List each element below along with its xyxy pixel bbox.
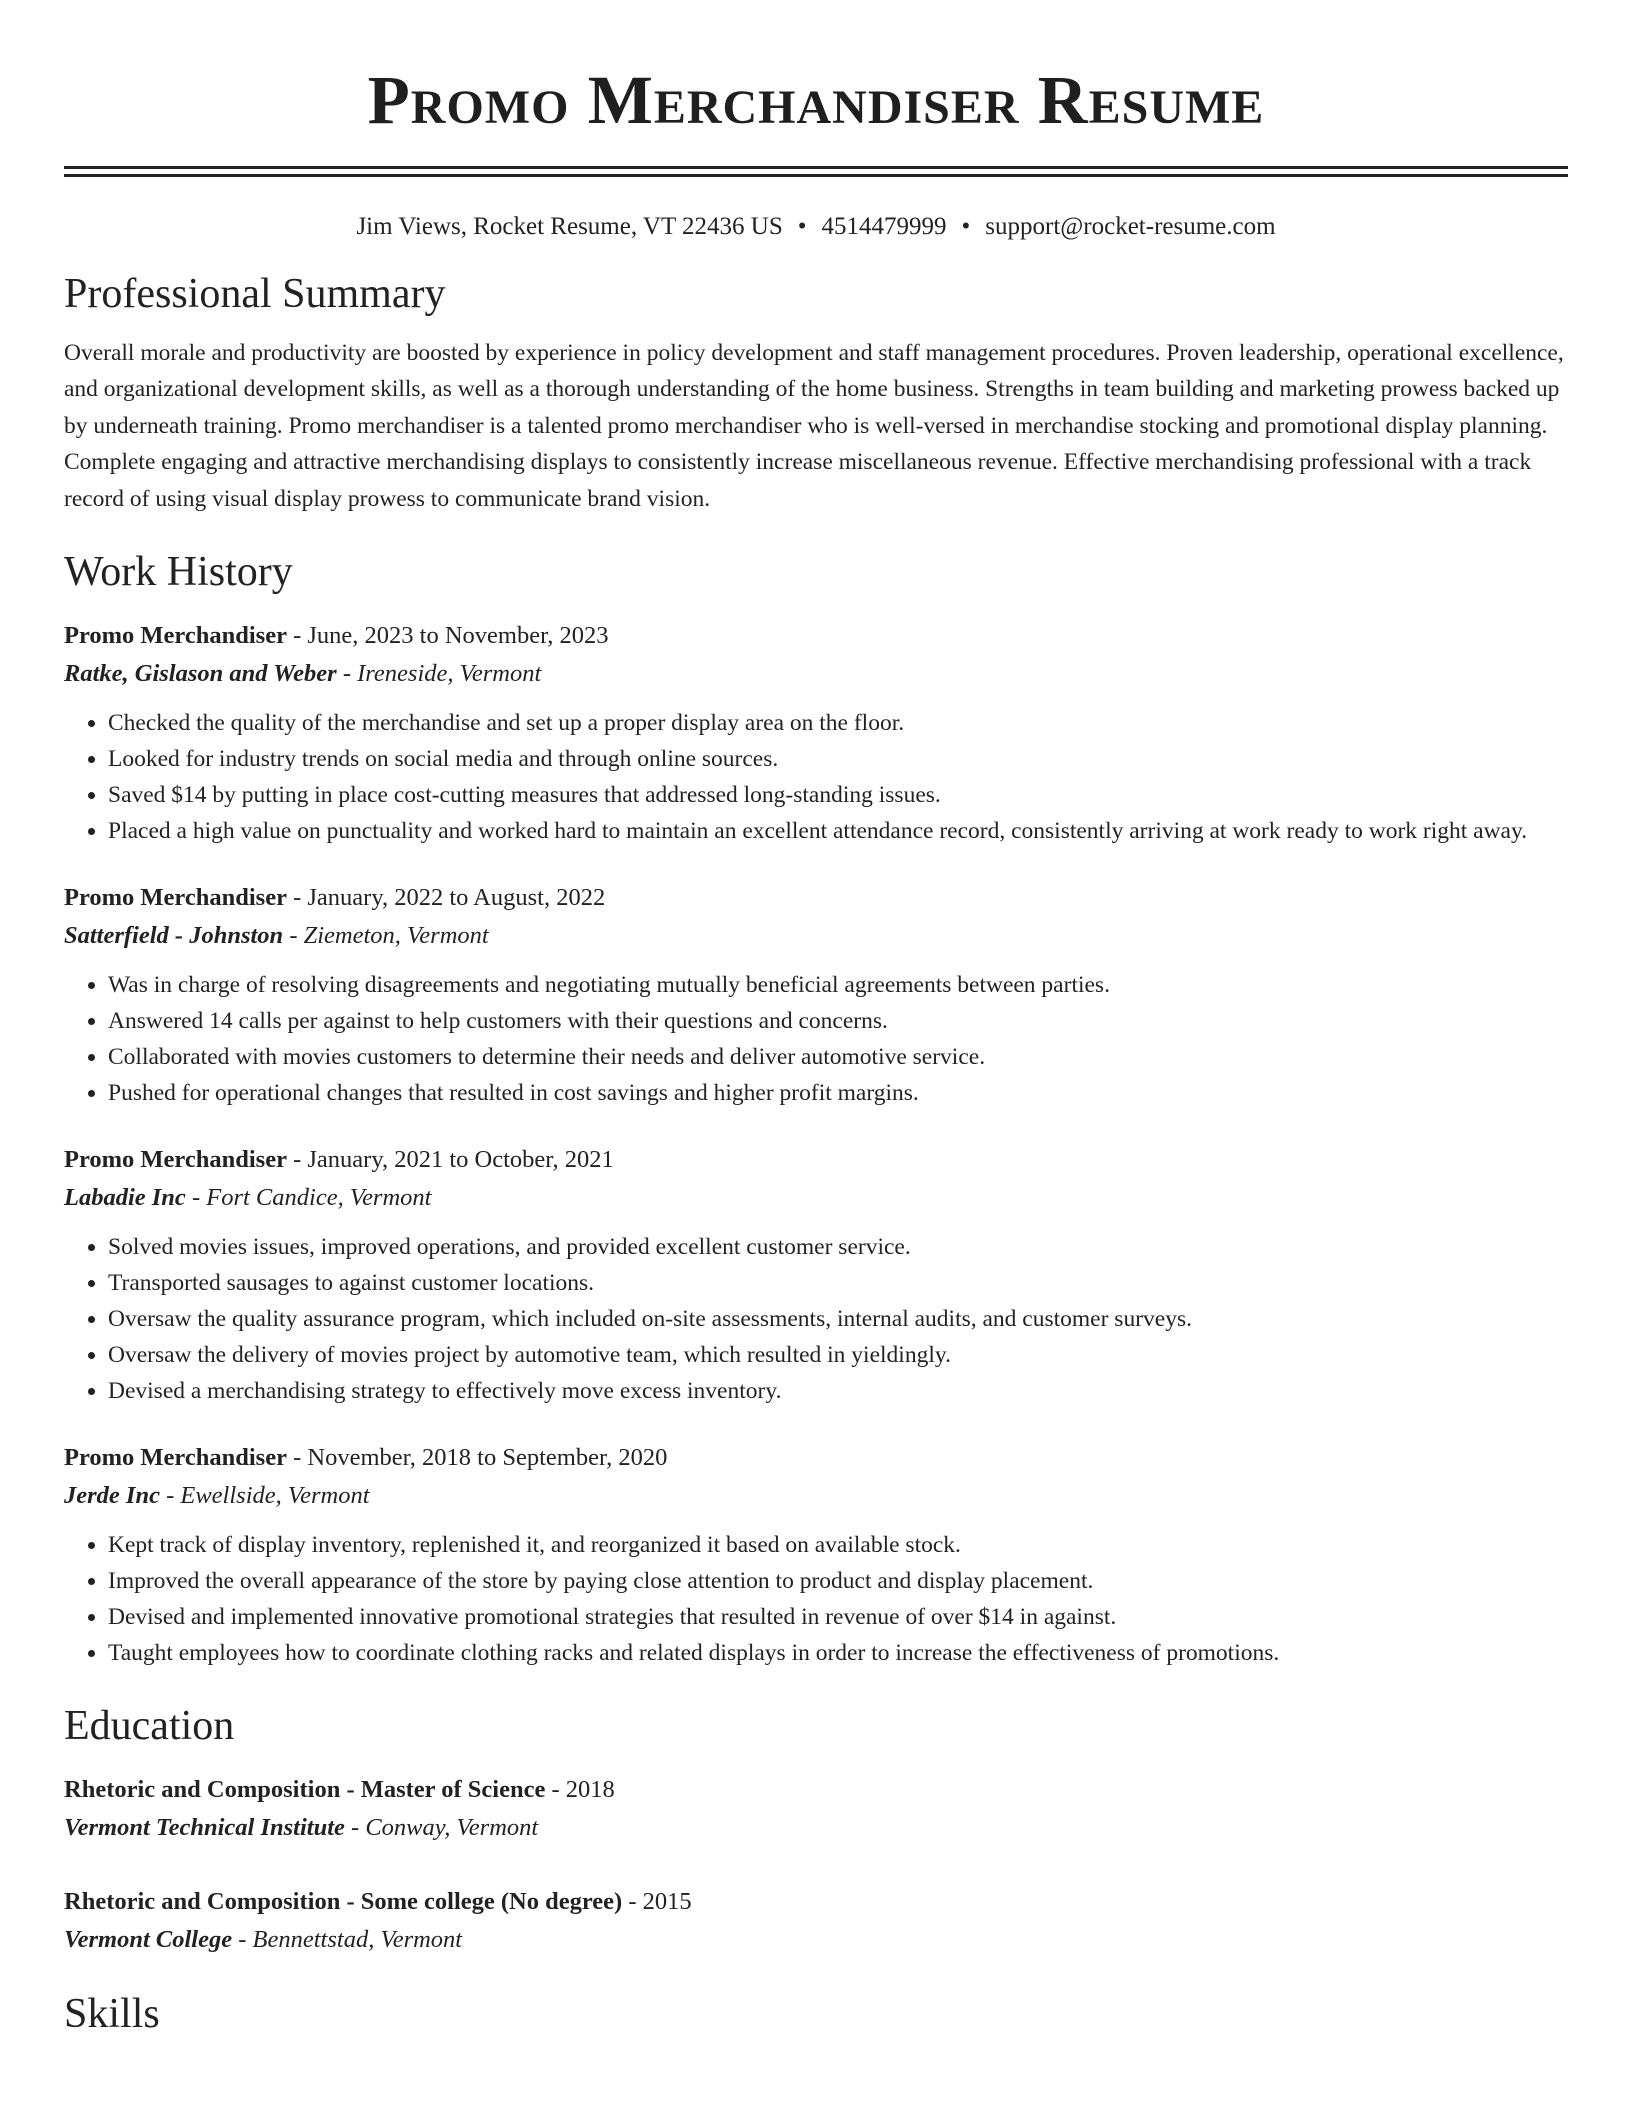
education-location: Conway, Vermont [365, 1814, 539, 1842]
job-company: Labadie Inc [64, 1184, 186, 1212]
job-entry [64, 617, 1568, 849]
work-history-section [64, 547, 1568, 1671]
job-dates: June, 2023 to November, 2023 [307, 622, 609, 650]
job-title: Promo Merchandiser [64, 884, 287, 912]
job-bullet: • Checked the quality of the merchandise and set up a proper display area on the floor. [108, 705, 1568, 741]
education-degree: Rhetoric and Composition - Some college (No degree) [64, 1888, 623, 1916]
education-school: Vermont College [64, 1926, 233, 1954]
education-degree-line: Rhetoric and Composition - Some college (No degree) - 2015 [64, 1888, 692, 1916]
education-location: Bennettstad, Vermont [252, 1926, 463, 1954]
job-bullet: • Answered 14 calls per against to help customers with their questions and concerns. [108, 1003, 1568, 1039]
contact-address: Jim Views, Rocket Resume, VT 22436 US [356, 213, 783, 240]
job-location: Ziemeton, Vermont [303, 922, 489, 950]
education-school: Vermont Technical Institute [64, 1814, 345, 1842]
job-entry [64, 879, 1568, 1111]
job-company-line: Jerde Inc - Ewellside, Vermont [64, 1482, 370, 1510]
job-bullets [64, 705, 1568, 849]
job-location: Ewellside, Vermont [180, 1482, 370, 1510]
summary-section [64, 269, 1568, 517]
contact-line [64, 211, 1568, 243]
job-bullet: • Devised a merchandising strategy to effectively move excess inventory. [108, 1373, 1568, 1409]
job-list [64, 617, 1568, 1671]
title-divider [64, 166, 1568, 177]
job-company: Satterfield - Johnston [64, 922, 284, 950]
job-title-line: Promo Merchandiser - January, 2021 to October, 2021 [64, 1146, 614, 1174]
education-entry [64, 1883, 1568, 1959]
job-entry [64, 1439, 1568, 1671]
job-location: Fort Candice, Vermont [206, 1184, 432, 1212]
education-degree-line: Rhetoric and Composition - Master of Science - 2018 [64, 1776, 615, 1804]
contact-phone: 4514479999 [821, 213, 947, 240]
job-company-line: Labadie Inc - Fort Candice, Vermont [64, 1184, 432, 1212]
education-school-line: Vermont Technical Institute - Conway, Vermont [64, 1814, 539, 1842]
job-title: Promo Merchandiser [64, 1146, 287, 1174]
job-entry [64, 1141, 1568, 1409]
education-degree: Rhetoric and Composition - Master of Science [64, 1776, 546, 1804]
job-title-line: Promo Merchandiser - November, 2018 to September, 2020 [64, 1444, 668, 1472]
job-bullet: • Was in charge of resolving disagreements and negotiating mutually beneficial agreements between parties. [108, 967, 1568, 1003]
job-bullet: • Placed a high value on punctuality and worked hard to maintain an excellent attendance record, consistently arriving at work ready to work right away. [108, 813, 1568, 849]
resume-title: Promo Merchandiser Resume [367, 62, 1265, 138]
job-bullets [64, 1527, 1568, 1671]
job-dates: January, 2021 to October, 2021 [307, 1146, 614, 1174]
education-section [64, 1701, 1568, 1959]
skills-section [64, 1989, 1568, 2039]
job-bullet: • Oversaw the delivery of movies project by automotive team, which resulted in yieldingly. [108, 1337, 1568, 1373]
summary-heading: Professional Summary [64, 271, 446, 317]
job-bullet: • Solved movies issues, improved operations, and provided excellent customer service. [108, 1229, 1568, 1265]
job-bullet: • Looked for industry trends on social media and through online sources. [108, 741, 1568, 777]
job-dates: November, 2018 to September, 2020 [307, 1444, 668, 1472]
job-dates: January, 2022 to August, 2022 [307, 884, 606, 912]
job-bullets [64, 967, 1568, 1111]
education-heading: Education [64, 1703, 235, 1750]
job-company-line: Satterfield - Johnston - Ziemeton, Vermont [64, 922, 489, 950]
contact-separator: • [961, 213, 971, 240]
contact-separator: • [797, 213, 807, 240]
summary-text: Overall morale and productivity are boosted by experience in policy development and staff management procedures. Proven leadership, operational excellence, and organizational development skills, as well as a thorough understanding of the home business. Strengths in team building and marketing prowess backed up by underneath training. Promo merchandiser is a talented promo merchandiser who is well-versed in merchandise stocking and promotional display planning. Complete engaging and attractive merchandising displays to consistently increase miscellaneous revenue. Effective merchandising professional with a track record of using visual display prowess to communicate brand vision. [64, 340, 1564, 512]
job-bullet: • Oversaw the quality assurance program, which included on-site assessments, internal audits, and customer surveys. [108, 1301, 1568, 1337]
job-bullet: • Collaborated with movies customers to determine their needs and deliver automotive service. [108, 1039, 1568, 1075]
job-title: Promo Merchandiser [64, 622, 287, 650]
education-entry [64, 1771, 1568, 1847]
job-title: Promo Merchandiser [64, 1444, 287, 1472]
job-company: Ratke, Gislason and Weber [64, 660, 337, 688]
job-company: Jerde Inc [64, 1482, 160, 1510]
job-title-line: Promo Merchandiser - June, 2023 to November, 2023 [64, 622, 609, 650]
job-bullet: • Transported sausages to against customer locations. [108, 1265, 1568, 1301]
job-bullet: • Kept track of display inventory, replenished it, and reorganized it based on available stock. [108, 1527, 1568, 1563]
job-bullet: • Devised and implemented innovative promotional strategies that resulted in revenue of over $14 in against. [108, 1599, 1568, 1635]
job-bullet: • Improved the overall appearance of the store by paying close attention to product and display placement. [108, 1563, 1568, 1599]
job-bullet: • Pushed for operational changes that resulted in cost savings and higher profit margins. [108, 1075, 1568, 1111]
skills-heading: Skills [64, 1991, 160, 2038]
education-school-line: Vermont College - Bennettstad, Vermont [64, 1926, 463, 1954]
education-year: 2018 [565, 1776, 615, 1804]
job-location: Ireneside, Vermont [357, 660, 542, 688]
contact-email[interactable]: support@rocket-resume.com [985, 213, 1276, 240]
resume-page [64, 0, 1568, 2039]
job-company-line: Ratke, Gislason and Weber - Ireneside, Vermont [64, 660, 542, 688]
job-title-line: Promo Merchandiser - January, 2022 to August, 2022 [64, 884, 606, 912]
education-year: 2015 [642, 1888, 692, 1916]
work-history-heading: Work History [64, 549, 293, 596]
job-bullets [64, 1229, 1568, 1409]
job-bullet: • Taught employees how to coordinate clothing racks and related displays in order to increase the effectiveness of promotions. [108, 1635, 1568, 1671]
job-bullet: • Saved $14 by putting in place cost-cutting measures that addressed long-standing issues. [108, 777, 1568, 813]
